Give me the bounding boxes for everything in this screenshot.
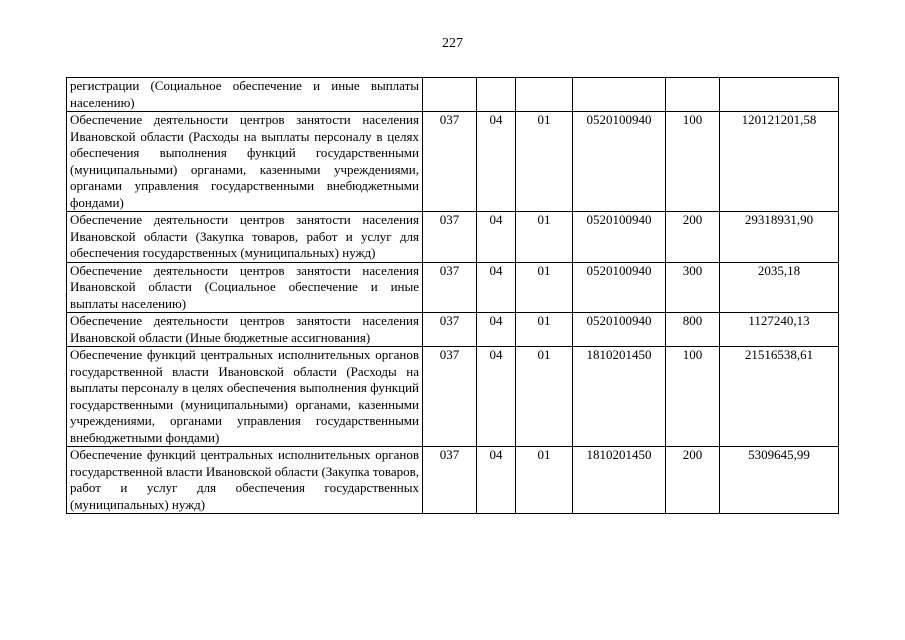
row-ved: 037 [423, 313, 477, 347]
row-amount: 120121201,58 [720, 112, 839, 212]
row-expense-type: 300 [666, 262, 720, 313]
row-target-article: 0520100940 [573, 212, 666, 263]
row-section: 04 [477, 313, 516, 347]
row-ved [423, 78, 477, 112]
table-row [67, 447, 839, 514]
row-ved: 037 [423, 262, 477, 313]
row-expense-type: 200 [666, 212, 720, 263]
row-target-article: 0520100940 [573, 262, 666, 313]
row-target-article: 1810201450 [573, 347, 666, 447]
row-description: Обеспечение функций центральных исполнительных органов государственной власти Ивановской области (Расходы на выплаты персоналу в целях обеспечения выполнения функций государственными (муниципальными) органами, казенными учреждениями, органами управления государственными внебюджетными фондами) [67, 347, 423, 447]
row-ved: 037 [423, 447, 477, 514]
row-description: Обеспечение функций центральных исполнительных органов государственной власти Ивановской области (Закупка товаров, работ и услуг для обеспечения государственных (муниципальных) нужд) [67, 447, 423, 514]
table-row [67, 313, 839, 347]
table-row [67, 212, 839, 263]
row-ved: 037 [423, 112, 477, 212]
row-target-article: 0520100940 [573, 313, 666, 347]
page-number: 227 [442, 36, 463, 51]
row-subsection: 01 [516, 447, 573, 514]
row-ved: 037 [423, 212, 477, 263]
row-section: 04 [477, 112, 516, 212]
row-section: 04 [477, 212, 516, 263]
row-subsection: 01 [516, 262, 573, 313]
row-expense-type: 800 [666, 313, 720, 347]
row-description: Обеспечение деятельности центров занятости населения Ивановской области (Расходы на выплаты персоналу в целях обеспечения выполнения функций государственными (муниципальными) органами, казенными учреждениями, органами управления государственными внебюджетными фондами) [67, 112, 423, 212]
row-amount [720, 78, 839, 112]
table-row [67, 262, 839, 313]
row-expense-type: 100 [666, 112, 720, 212]
row-ved: 037 [423, 347, 477, 447]
row-section [477, 78, 516, 112]
row-description: Обеспечение деятельности центров занятости населения Ивановской области (Закупка товаров, работ и услуг для обеспечения государственных (муниципальных) нужд) [67, 212, 423, 263]
row-target-article: 1810201450 [573, 447, 666, 514]
table-row [67, 78, 839, 112]
row-subsection: 01 [516, 313, 573, 347]
budget-table [66, 77, 839, 514]
row-amount: 5309645,99 [720, 447, 839, 514]
row-description: Обеспечение деятельности центров занятости населения Ивановской области (Социальное обеспечение и иные выплаты населению) [67, 262, 423, 313]
row-amount: 29318931,90 [720, 212, 839, 263]
budget-table-body [67, 78, 839, 514]
row-target-article: 0520100940 [573, 112, 666, 212]
table-row [67, 347, 839, 447]
row-amount: 1127240,13 [720, 313, 839, 347]
row-amount: 21516538,61 [720, 347, 839, 447]
row-subsection: 01 [516, 347, 573, 447]
row-target-article [573, 78, 666, 112]
row-subsection: 01 [516, 112, 573, 212]
row-section: 04 [477, 347, 516, 447]
row-subsection: 01 [516, 212, 573, 263]
row-expense-type: 100 [666, 347, 720, 447]
row-subsection [516, 78, 573, 112]
row-expense-type: 200 [666, 447, 720, 514]
row-section: 04 [477, 262, 516, 313]
row-description: Обеспечение деятельности центров занятости населения Ивановской области (Иные бюджетные ассигнования) [67, 313, 423, 347]
row-amount: 2035,18 [720, 262, 839, 313]
row-description: регистрации (Социальное обеспечение и иные выплаты населению) [67, 78, 423, 112]
table-row [67, 112, 839, 212]
row-section: 04 [477, 447, 516, 514]
row-expense-type [666, 78, 720, 112]
